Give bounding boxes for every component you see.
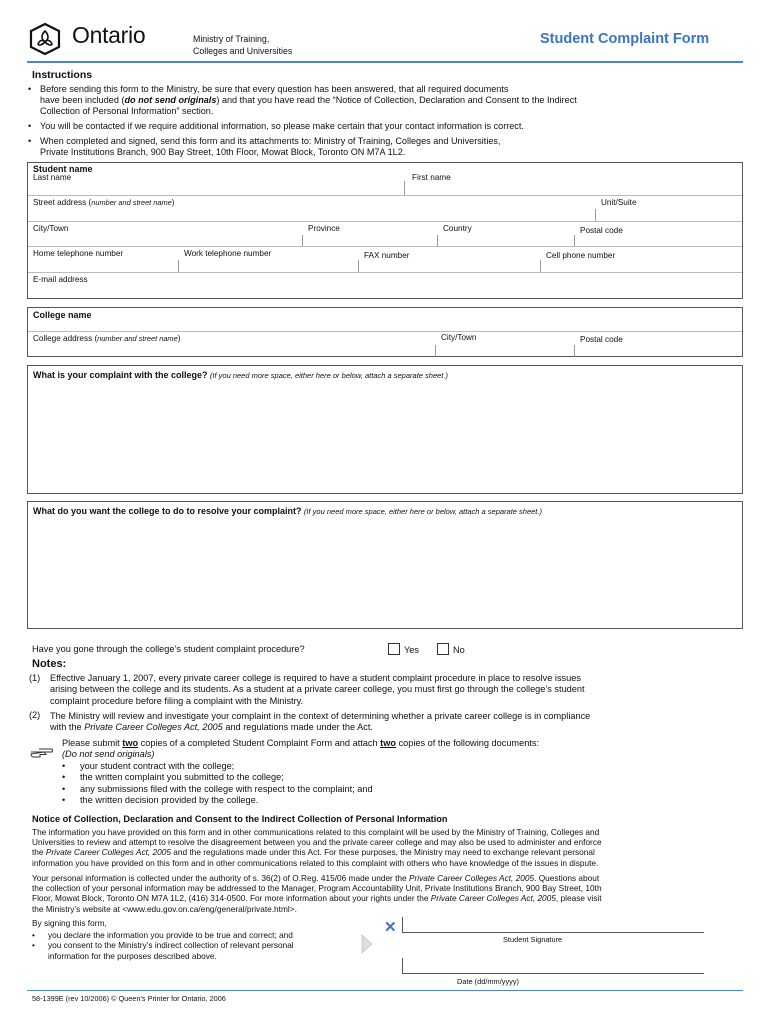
no-option[interactable] bbox=[437, 643, 465, 655]
complaint-textarea[interactable] bbox=[27, 365, 743, 494]
email-row bbox=[28, 272, 742, 298]
bullet-icon: • bbox=[28, 121, 32, 131]
first-name-field[interactable] bbox=[405, 163, 742, 195]
student-info-box bbox=[27, 162, 743, 299]
footer-text: 58-1399E (rev 10/2006) © Queen’s Printer for Ontario, 2006 bbox=[32, 994, 226, 1003]
college-name-label: College name bbox=[33, 310, 92, 320]
unit-suite-field[interactable] bbox=[596, 196, 742, 221]
notice-title: Notice of Collection, Declaration and Consent to the Indirect Collection of Personal Information bbox=[32, 814, 448, 824]
unit-suite-label: Unit/Suite bbox=[601, 198, 637, 207]
fax-label: FAX number bbox=[364, 251, 410, 260]
ministry-name: Ministry of Training, Colleges and Universities bbox=[193, 34, 293, 56]
procedure-question: Have you gone through the college’s student complaint procedure? bbox=[32, 644, 305, 654]
list-item: • the written complaint you submitted to the college; bbox=[62, 772, 284, 783]
note-2: The Ministry will review and investigate your complaint in the context of determining whether a private career college is in compliance with the Private Career Colleges Act, 2005 and regulations made under the Act. bbox=[50, 711, 591, 733]
resolution-question: What do you want the college to do to resolve your complaint? (If you need more space, either here or below, attach a separate sheet.) bbox=[33, 506, 542, 516]
home-phone-label: Home telephone number bbox=[33, 249, 124, 258]
no-label: No bbox=[453, 645, 465, 655]
last-name-field[interactable] bbox=[28, 163, 404, 195]
signature-field[interactable] bbox=[402, 917, 704, 933]
bullet-icon: • bbox=[28, 136, 32, 146]
work-phone-field[interactable] bbox=[179, 247, 358, 272]
form-title: Student Complaint Form bbox=[540, 31, 710, 47]
college-info-box bbox=[27, 307, 743, 357]
street-row bbox=[28, 195, 742, 221]
documents-list bbox=[62, 761, 702, 807]
student-name-title: Student name bbox=[33, 164, 93, 174]
country-label: Country bbox=[443, 223, 472, 233]
complaint-question: What is your complaint with the college? (If you need more space, either here or below, attach a separate sheet.) bbox=[33, 370, 448, 380]
college-postal-label: Postal code bbox=[580, 335, 623, 344]
street-address-field[interactable] bbox=[28, 196, 595, 221]
phone-row bbox=[28, 246, 742, 272]
country-field[interactable] bbox=[438, 222, 574, 247]
city-field[interactable] bbox=[28, 222, 302, 247]
province-label: Province bbox=[308, 223, 340, 233]
instruction-bullet-3: • When completed and signed, send this form and its attachments to: Ministry of Training, Colleges and Universities, Private Institutions Branch, 900 Bay Street, 10th Floor, Mowat Block, Toronto ON M7A 1L2. bbox=[28, 136, 501, 158]
last-name-label: Last name bbox=[33, 173, 72, 182]
notice-paragraph-1: The information you have provided on this form and in other communications related to this complaint will be used by the Ministry of Training, Colleges and Universities to review and attempt to resolve the disagreement between you and the private career college and may also be used to administer and enforce the Private Career Colleges Act, 2005 and the regulations made under this Act. For these purposes, the Ministry may need to exchange relevant personal information you have provided on this form and in other communications related to this complaint with others who have knowledge of the issues in dispute. bbox=[32, 827, 602, 868]
footer-rule bbox=[27, 990, 743, 991]
first-name-label: First name bbox=[412, 173, 451, 182]
header-rule bbox=[27, 61, 743, 63]
city-label: City/Town bbox=[33, 223, 69, 233]
home-phone-field[interactable] bbox=[28, 247, 178, 272]
notice-paragraph-2: Your personal information is collected under the authority of s. 36(2) of O.Reg. 415/06 made under the Private Career Colleges Act, 2005. Questions about the collection of your personal information may be addressed to the Manager, Program Accountability Unit, Private Institutions Branch, 900 Bay Street, 10th Floor, Mowat Block, Toronto ON M7A 1L2, (416) 314-0500. For more information about your rights under the Private Career Colleges Act, 2005, please visit the Ministry’s website at <www.edu.gov.on.ca/eng/general/private.html>. bbox=[32, 873, 602, 914]
postal-code-field[interactable] bbox=[575, 222, 742, 247]
list-item: • any submissions filed with the college with respect to the complaint; and bbox=[62, 783, 373, 794]
cell-phone-label: Cell phone number bbox=[546, 251, 616, 260]
street-address-label: Street address (number and street name) bbox=[33, 198, 175, 207]
province-field[interactable] bbox=[303, 222, 437, 247]
resolution-textarea[interactable] bbox=[27, 501, 743, 629]
note-1-number: (1) bbox=[29, 673, 41, 683]
list-item: • the written decision provided by the college. bbox=[62, 795, 259, 806]
college-name-row bbox=[28, 308, 742, 331]
yes-checkbox[interactable] bbox=[388, 643, 400, 655]
cell-phone-field[interactable] bbox=[541, 247, 742, 272]
no-checkbox[interactable] bbox=[437, 643, 449, 655]
work-phone-label: Work telephone number bbox=[184, 249, 272, 258]
yes-label: Yes bbox=[404, 645, 419, 655]
submit-instructions: Please submit two copies of a completed Student Complaint Form and attach two copies of the following documents: (Do not send originals) bbox=[62, 738, 539, 760]
arrow-right-icon bbox=[360, 933, 374, 955]
college-address-row bbox=[28, 331, 742, 357]
note-2-number: (2) bbox=[29, 710, 41, 720]
college-name-field[interactable] bbox=[28, 308, 742, 331]
trillium-icon bbox=[27, 22, 63, 56]
sign-here-x-icon: ✕ bbox=[384, 919, 397, 936]
logo-wordmark: Ontario bbox=[72, 22, 146, 48]
bullet-icon: • bbox=[28, 84, 32, 94]
college-address-field[interactable] bbox=[28, 332, 435, 357]
signing-declaration: By signing this form, • you declare the information you provide to be true and correct; and • you consent to the Ministry’s indirect collection of relevant personal information for the purposes described above. bbox=[32, 918, 294, 961]
college-city-label: City/Town bbox=[441, 333, 477, 342]
fax-field[interactable] bbox=[359, 247, 540, 272]
college-address-label: College address (number and street name) bbox=[33, 334, 181, 343]
signature-label: Student Signature bbox=[503, 935, 563, 944]
college-postal-field[interactable] bbox=[575, 332, 742, 357]
yes-option[interactable] bbox=[388, 643, 419, 655]
pointing-hand-icon bbox=[30, 746, 54, 760]
instruction-bullet-1: • Before sending this form to the Ministry, be sure that every question has been answered, that all required documents have been included (do not send originals) and that you have read the “Notice of Collection, Declaration and Consent to the Indirect Collection of Personal Information” section. bbox=[28, 84, 577, 117]
instructions-title: Instructions bbox=[32, 69, 93, 81]
notes-title: Notes: bbox=[32, 658, 67, 670]
note-1: Effective January 1, 2007, every private career college is required to have a student complaint procedure in place to resolve issues arising between the college and its students. As a student at a private career college, you must first go through the college’s student complaint procedure before filing a complaint with the Ministry. bbox=[50, 673, 585, 706]
email-label: E-mail address bbox=[33, 274, 88, 284]
city-row bbox=[28, 221, 742, 247]
date-label: Date (dd/mm/yyyy) bbox=[457, 977, 520, 986]
postal-code-label: Postal code bbox=[580, 225, 623, 235]
name-row bbox=[28, 163, 742, 195]
list-item: • your student contract with the college; bbox=[62, 761, 235, 771]
date-field[interactable] bbox=[402, 958, 704, 974]
college-city-field[interactable] bbox=[436, 332, 574, 357]
email-field[interactable] bbox=[28, 273, 742, 298]
instruction-bullet-2: • You will be contacted if we require additional information, so please make certain that your contact information is correct. bbox=[28, 121, 524, 131]
